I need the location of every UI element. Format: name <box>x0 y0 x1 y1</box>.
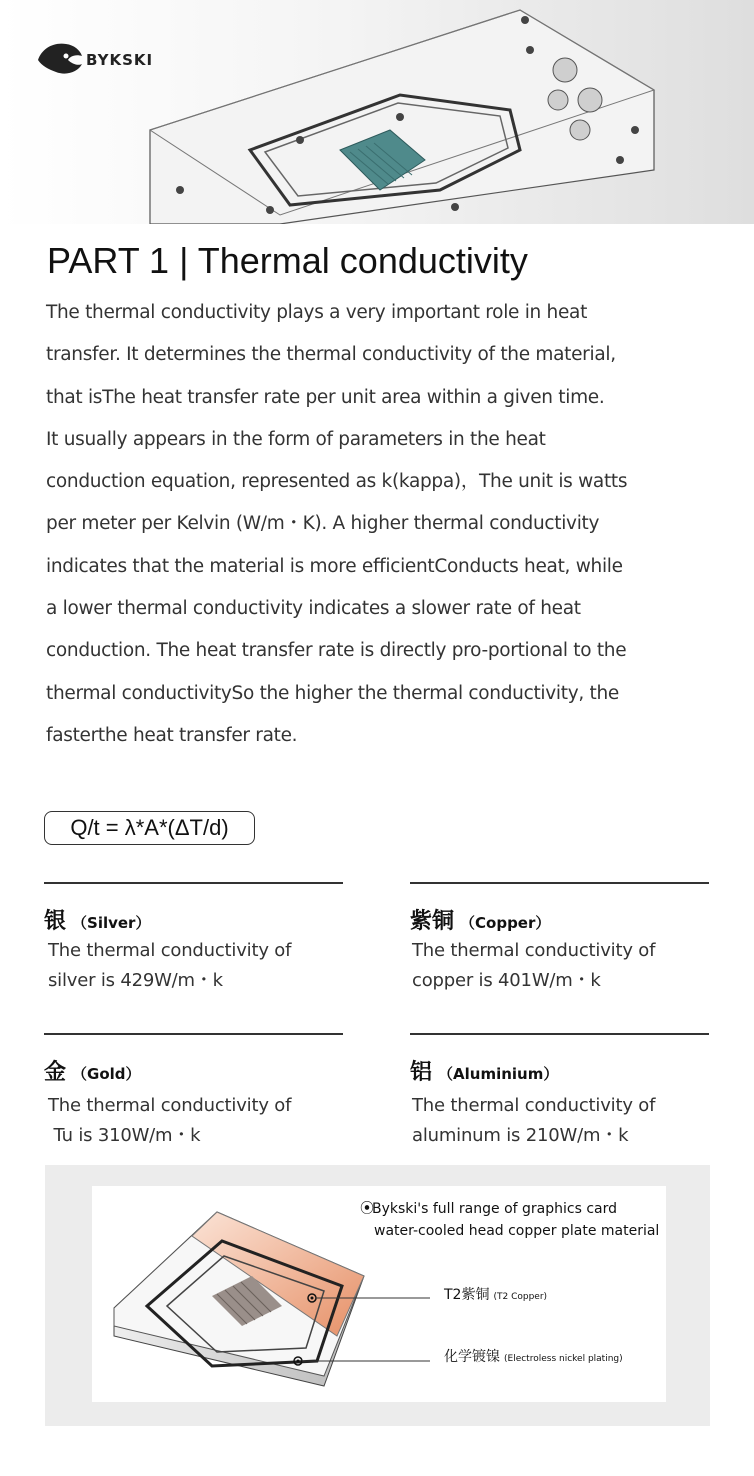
metal-desc-line: silver is 429W/m・k <box>48 970 223 991</box>
metal-name-cn: 铝 <box>410 1060 433 1085</box>
paragraph-line: transfer. It determines the thermal conductivity of the material, <box>46 344 616 366</box>
metal-name-cn: 银 <box>44 909 67 934</box>
metal-description <box>44 936 343 996</box>
metal-name-cn: 紫铜 <box>410 909 455 934</box>
metal-desc-line: The thermal conductivity of <box>412 1095 656 1116</box>
formula-box: Q/t = λ*A*(ΔT/d) <box>44 811 255 845</box>
metal-description <box>410 936 709 996</box>
metal-desc-line: copper is 401W/m・k <box>412 970 601 991</box>
section-heading: PART 1 | Thermal conductivity <box>47 240 528 281</box>
material-note <box>360 1198 680 1242</box>
metal-desc-line: The thermal conductivity of <box>48 940 292 961</box>
description-paragraph <box>46 295 716 760</box>
paragraph-line: thermal conductivitySo the higher the thermal conductivity, the <box>46 682 619 704</box>
material-diagram-panel <box>45 1165 710 1426</box>
brand-name: BYKSKI <box>86 51 154 69</box>
metal-name-en: （Gold） <box>72 1065 141 1083</box>
water-block-illustration <box>140 0 754 224</box>
metal-card-silver <box>44 882 343 996</box>
paragraph-line: It usually appears in the form of parameters in the heat <box>46 428 546 450</box>
nickel-plating-label: 化学镀镍 (Electroless nickel plating) <box>444 1349 623 1365</box>
note-line: water-cooled head copper plate material <box>374 1223 660 1239</box>
metal-name-cn: 金 <box>44 1060 67 1085</box>
metal-name-en: （Copper） <box>460 914 551 932</box>
bullet-icon: ⦿ <box>360 1201 374 1217</box>
metal-desc-line: Tu is 310W/m・k <box>48 1125 201 1146</box>
note-line: Bykski's full range of graphics card <box>372 1201 617 1217</box>
paragraph-line: that isThe heat transfer rate per unit area within a given time. <box>46 386 605 408</box>
paragraph-line: conduction. The heat transfer rate is directly pro-portional to the <box>46 640 627 662</box>
metal-card-gold <box>44 1033 343 1151</box>
paragraph-line: fasterthe heat transfer rate. <box>46 724 298 746</box>
metal-card-aluminium <box>410 1033 709 1151</box>
metal-name-en: （Aluminium） <box>438 1065 559 1083</box>
metal-desc-line: The thermal conductivity of <box>412 940 656 961</box>
metal-card-copper <box>410 882 709 996</box>
metal-desc-line: aluminum is 210W/m・k <box>412 1125 629 1146</box>
paragraph-line: indicates that the material is more efficientConducts heat, while <box>46 555 623 577</box>
paragraph-line: a lower thermal conductivity indicates a slower rate of heat <box>46 598 581 620</box>
paragraph-line: per meter per Kelvin (W/m・K). A higher thermal conductivity <box>46 513 600 535</box>
paragraph-line: conduction equation, represented as k(kappa)，The unit is watts <box>46 471 628 493</box>
metal-desc-line: The thermal conductivity of <box>48 1095 292 1116</box>
material-diagram-card <box>92 1186 666 1402</box>
t2-copper-label: T2紫铜 (T2 Copper) <box>444 1287 548 1303</box>
metal-name-en: （Silver） <box>72 914 151 932</box>
hero-banner <box>0 0 754 224</box>
metal-description <box>44 1091 343 1151</box>
metal-description <box>410 1091 709 1151</box>
paragraph-line: The thermal conductivity plays a very important role in heat <box>46 302 588 323</box>
